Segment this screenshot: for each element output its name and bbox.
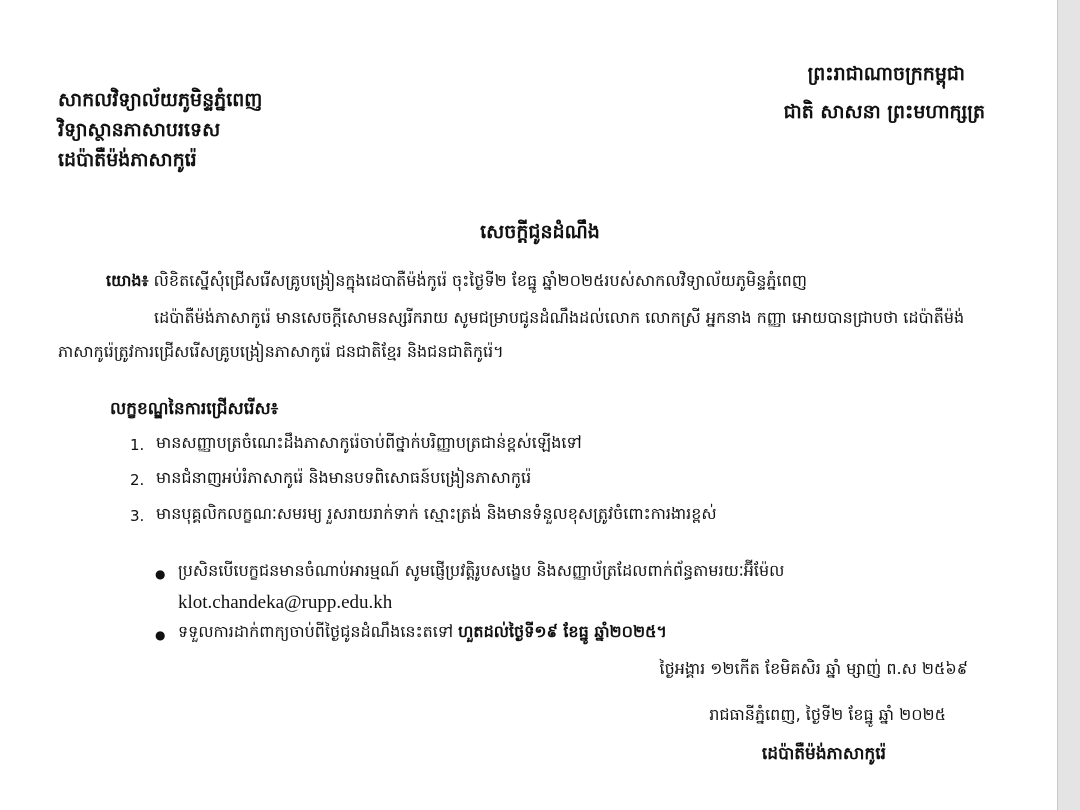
reference-text: លិខិតស្នើសុំជ្រើសរើសគ្រូបង្រៀនក្នុងដេបាតឺម៉ង់កូរ៉េ ចុះថ្ងៃទី២ ខែធ្នូ ឆ្នាំ២០២៥របស់សាកលវិទ្យាល័យភូមិន្ទភ្នំពេញ [153, 271, 807, 290]
institute-name: វិទ្យាស្ថានភាសាបរទេស [58, 119, 221, 141]
solar-date: រាជធានីភ្នំពេញ, ថ្ងៃទី២ ខែធ្នូ ឆ្នាំ ២០២៥ [709, 705, 946, 724]
nation-motto: ជាតិ សាសនា ព្រះមហាក្សត្រ [783, 101, 985, 123]
criteria-number: 2. [130, 471, 145, 489]
page-edge [1057, 0, 1080, 810]
university-name: សាកលវិទ្យាល័យភូមិន្ទភ្នំពេញ [58, 89, 263, 111]
notice-title: សេចក្ដីជូនដំណឹង [480, 221, 600, 243]
note-deadline-text: ទទួលការដាក់ពាក្យចាប់ពីថ្ងៃជូនដំណឹងនេះតទៅ [178, 622, 454, 641]
reference-label: យោង៖ [106, 271, 149, 290]
signature-department: ដេប៉ាតឺម៉ង់ភាសាកូរ៉េ [761, 744, 886, 764]
criteria-heading: លក្ខខណ្ឌនៃការជ្រើសរើស៖ [110, 399, 279, 419]
department-name: ដេប៉ាតឺម៉ង់ភាសាកូរ៉េ [58, 149, 197, 171]
paragraph-line-2: ភាសាកូរ៉េត្រូវការជ្រើសរើសគ្រូបង្រៀនភាសាកូរ៉េ ជនជាតិខ្មែរ និងជនជាតិកូរ៉េ។ [58, 342, 504, 361]
criteria-item: មានសញ្ញាបត្រចំណេះដឹងភាសាកូរ៉េចាប់ពីថ្នាក់បរិញ្ញាបត្រជាន់ខ្ពស់ឡើងទៅ [156, 433, 582, 452]
reference-line [106, 270, 807, 294]
note-apply-instructions: ប្រសិនបើបេក្ខជនមានចំណាប់អារម្មណ៍ សូមផ្ញើប្រវត្តិរូបសង្ខេប និងសញ្ញាប័ត្រដែលពាក់ព័ន្ធតាមរយៈអ៊ីម៉ែល [178, 561, 785, 580]
criteria-number: 3. [130, 507, 145, 525]
bullet-icon: ● [155, 567, 166, 581]
kingdom-title: ព្រះរាជាណាចក្រកម្ពុជា [807, 63, 965, 85]
lunar-date: ថ្ងៃអង្គារ ១២កើត ខែមិគសិរ ឆ្នាំ ម្សាញ់ ព.ស ២៥៦៩ [659, 659, 968, 678]
bullet-icon: ● [155, 628, 166, 642]
contact-email[interactable]: klot.chandeka@rupp.edu.kh [178, 592, 393, 613]
note-deadline-date: ហួតដល់ថ្ងៃទី១៩ ខែធ្នូ ឆ្នាំ២០២៥។ [458, 622, 667, 641]
paragraph-line-1: ដេប៉ាតឺម៉ង់ភាសាកូរ៉េ មានសេចក្ដីសោមនស្សរីករាយ សូមជម្រាបជូនដំណឹងដល់លោក លោកស្រី អ្នកនាង កញ្ញា អោយបានជ្រាបថា ដេប៉ាតឺម៉ង់ [154, 308, 965, 327]
criteria-number: 1. [130, 436, 145, 454]
criteria-item: មានជំនាញអប់រំភាសាកូរ៉េ និងមានបទពិសោធន៍បង្រៀនភាសាកូរ៉េ [156, 468, 532, 487]
note-deadline-line [178, 621, 667, 645]
criteria-item: មានបុគ្គលិកលក្ខណៈសមរម្យ រួសរាយរាក់ទាក់ ស្មោះត្រង់ និងមានទំនួលខុសត្រូវចំពោះការងារខ្ពស់ [156, 504, 717, 523]
